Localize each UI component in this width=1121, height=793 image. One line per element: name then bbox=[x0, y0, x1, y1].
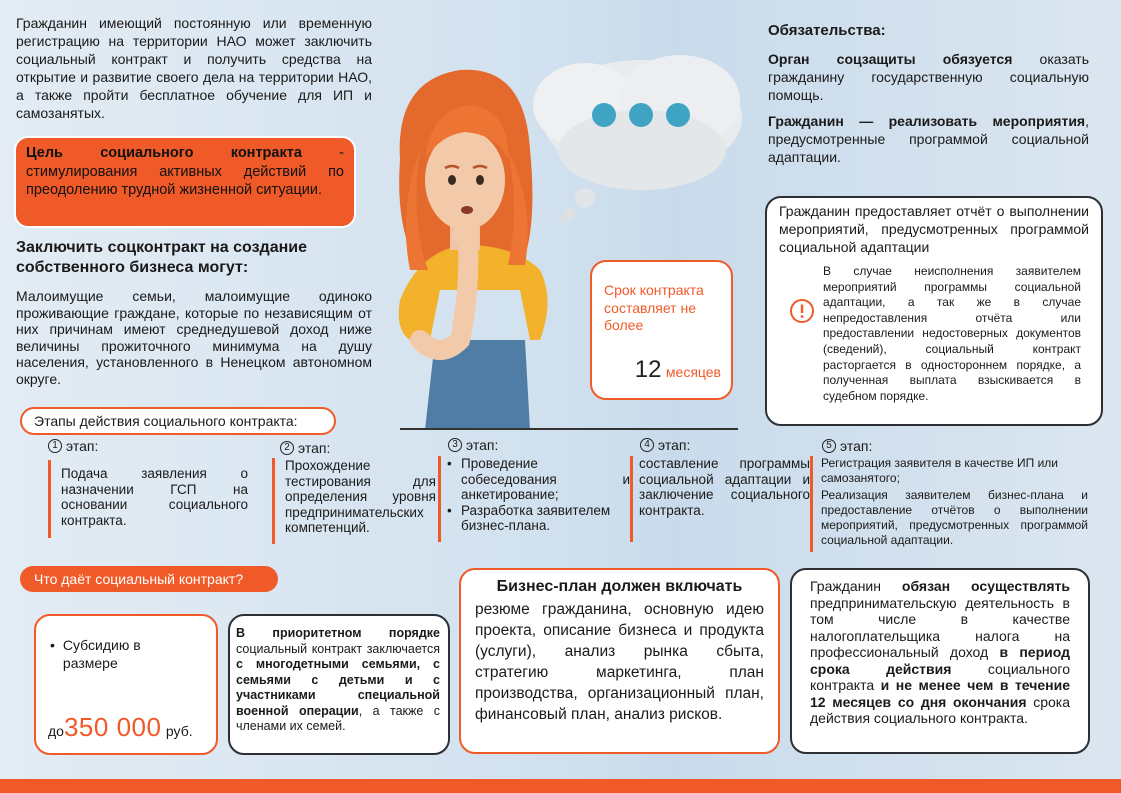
subsidy-amount-value: 350 000 bbox=[63, 712, 162, 742]
stage-1 bbox=[48, 438, 248, 538]
exclamation-circle-icon bbox=[789, 298, 815, 324]
obligations-title: Обязательства: bbox=[768, 22, 886, 39]
stage-head: этап: bbox=[658, 437, 691, 453]
obligation-authority: Орган соцзащиты обязуется оказать гражданину государственную социальную помощь. bbox=[768, 51, 1090, 103]
stage-number: 1 bbox=[48, 439, 62, 453]
term-text: Срок контракта составляет не более bbox=[604, 282, 704, 333]
stage-number: 4 bbox=[640, 438, 654, 452]
stage-text bbox=[810, 456, 1088, 552]
subsidy-line: • Субсидию в размере bbox=[50, 637, 141, 671]
obligation-citizen: Гражданин — реализовать мероприятия, предусмотренные программой социальной адаптации. bbox=[768, 113, 1089, 165]
eligibility-title: Заключить соцконтракт на создание собственного бизнеса могут: bbox=[16, 239, 307, 276]
stage-text: составление программы социальной адаптации и заключение социального контракта. bbox=[630, 456, 810, 542]
stage-head: этап: bbox=[466, 437, 499, 453]
goal-title: Цель социального контракта bbox=[26, 145, 302, 161]
divider-line bbox=[400, 428, 738, 430]
report-detail: В случае неисполнения заявителем мероприятий программы социальной адаптации, а так же в случае непредоставления отчёта или предоставлении недостоверных документов (сведений), социальный контракт расторгается в одностороннем порядке, а полученная выплата взыскивается в судебном порядке. bbox=[823, 264, 1081, 403]
subsidy-amount: до350 000 руб. bbox=[48, 712, 193, 742]
obligations-block bbox=[768, 22, 1089, 174]
stage-head: этап: bbox=[66, 438, 99, 454]
business-plan-text: резюме гражданина, основную идею проекта, описание бизнеса и продукта (услуги), анализ рынка сбыта, стратегию маркетинга, план производства, организационный план, финансовый план, анализ рисков. bbox=[475, 601, 764, 723]
benefits-label: Что даёт социальный контракт? bbox=[20, 566, 278, 592]
term-value bbox=[635, 356, 721, 384]
stage-text bbox=[438, 456, 630, 542]
stage-number: 2 bbox=[280, 441, 294, 455]
intro-text: Гражданин имеющий постоянную или временную регистрацию на территории НАО может заключить социальный контракт и получить средства на открытие и развитие своего дела на территории НАО, а также пройти бесплатное обучение для ИП и самозанятых. bbox=[16, 15, 372, 121]
stages-label: Этапы действия социального контракта: bbox=[20, 407, 336, 435]
stage-head: этап: bbox=[298, 440, 331, 456]
term-unit: месяцев bbox=[665, 364, 721, 380]
stage-bullet: • Разработка заявителем бизнес-плана. bbox=[447, 503, 630, 534]
goal-box bbox=[16, 138, 354, 226]
business-plan-card bbox=[459, 568, 780, 754]
goal-text: - стимулирования активных действий по преодолению трудной жизненной ситуации. bbox=[26, 145, 344, 198]
business-plan-title: Бизнес-план должен включать bbox=[496, 578, 743, 595]
term-number: 12 bbox=[634, 356, 662, 383]
stage-head: этап: bbox=[840, 438, 873, 454]
priority-card: В приоритетном порядке социальный контракт заключается с многодетными семьями, с семьями с детьми и с участниками специальной военной операции, а также с членами их семей. bbox=[228, 614, 450, 755]
report-card bbox=[765, 196, 1103, 426]
stage-text: Прохождение тестирования для определения уровня предпринимательских компетенций. bbox=[272, 458, 436, 544]
stage-4 bbox=[630, 437, 810, 542]
report-lead: Гражданин предоставляет отчёт о выполнении мероприятий, предусмотренных программой социальной адаптации bbox=[779, 203, 1089, 255]
stage-text: Подача заявления о назначении ГСП на основании социального контракта. bbox=[48, 460, 248, 538]
eligibility-text: Малоимущие семьи, малоимущие одиноко проживающие граждане, которые по независящим от них причинам имеют среднедушевой доход ниже величины прожиточного минимума на душу населения, установленного в Ненецком автономном округе. bbox=[16, 288, 372, 387]
stage-3 bbox=[438, 437, 630, 542]
term-card bbox=[590, 260, 733, 400]
thought-bubble-icon bbox=[533, 55, 742, 222]
stage-number: 5 bbox=[822, 439, 836, 453]
stage-number: 3 bbox=[448, 438, 462, 452]
citizen-obligation-card: Гражданин обязан осуществлять предпринимательскую деятельность в том числе в качестве налогоплательщика налога на профессиональный доход в период срока действия социального контракта и не менее чем в течение 12 месяцев со дня окончания срока действия социального контракта. bbox=[790, 568, 1090, 754]
footer-bar bbox=[0, 779, 1121, 793]
stage-2 bbox=[272, 440, 436, 544]
stage-5 bbox=[810, 438, 1088, 552]
stage-bullet: • Проведение собеседования и анкетирование; bbox=[447, 456, 630, 503]
subsidy-card bbox=[34, 614, 218, 755]
stage-5-line-1: Регистрация заявителя в качестве ИП или самозанятого; bbox=[821, 456, 1058, 485]
stage-5-line-2: Реализация заявителем бизнес-плана и предоставление отчётов о выполнении мероприятий, предусмотренных программой социальной адаптации. bbox=[821, 488, 1088, 547]
